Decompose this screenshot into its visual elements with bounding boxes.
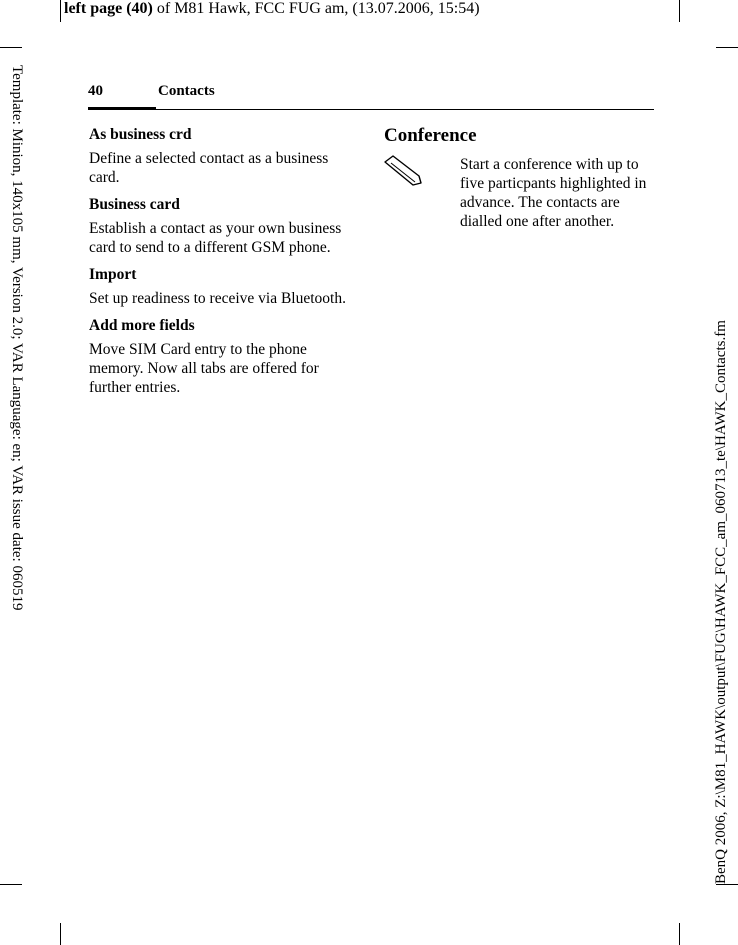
entry-as-business-card bbox=[89, 125, 355, 187]
entry-text: Move SIM Card entry to the phone memory. Now all tabs are offered for further entries. bbox=[89, 341, 319, 396]
print-job-page: left page (40) bbox=[64, 0, 153, 17]
entry-title: Business card bbox=[89, 196, 180, 213]
print-job-header bbox=[64, 0, 480, 18]
entry-text: Establish a contact as your own business card to send to a different GSM phone. bbox=[89, 220, 342, 256]
file-path-text: BenQ 2006, Z:\M81_HAWK\output\FUG\HAWK_FCC_am_060713_te\HAWK_Contacts.fm bbox=[713, 320, 729, 884]
entry-title: Import bbox=[89, 266, 137, 283]
file-path-vertical bbox=[713, 248, 731, 884]
conference-description: Start a conference with up to five particpants highlighted in advance. The contacts are dialled one after another. bbox=[460, 156, 647, 230]
crop-mark bbox=[60, 923, 61, 945]
entry-import bbox=[89, 265, 355, 308]
conference-heading: Conference bbox=[384, 125, 477, 146]
entry-title: As business crd bbox=[89, 126, 192, 143]
section-title: Contacts bbox=[158, 83, 215, 99]
crop-mark bbox=[0, 884, 22, 885]
template-info-vertical bbox=[9, 65, 25, 665]
crop-mark bbox=[0, 47, 22, 48]
crop-mark bbox=[60, 0, 61, 22]
call-key-icon bbox=[383, 152, 423, 188]
crop-mark bbox=[716, 884, 738, 885]
print-job-details: of M81 Hawk, FCC FUG am, (13.07.2006, 15:54) bbox=[152, 0, 480, 17]
entry-business-card bbox=[89, 195, 355, 257]
crop-mark bbox=[716, 47, 738, 48]
entry-title: Add more fields bbox=[89, 317, 195, 334]
entry-text: Define a selected contact as a business card. bbox=[89, 150, 329, 186]
left-column bbox=[89, 125, 355, 405]
page-number: 40 bbox=[88, 83, 103, 99]
crop-mark bbox=[679, 923, 680, 945]
entry-add-more-fields bbox=[89, 316, 355, 397]
crop-mark bbox=[679, 0, 680, 22]
header-rule bbox=[88, 109, 654, 110]
template-info-text: Template: Minion, 140x105 mm, Version 2.0; VAR Language: en; VAR issue date: 060519 bbox=[9, 65, 25, 611]
entry-text: Set up readiness to receive via Bluetooth. bbox=[89, 290, 346, 307]
